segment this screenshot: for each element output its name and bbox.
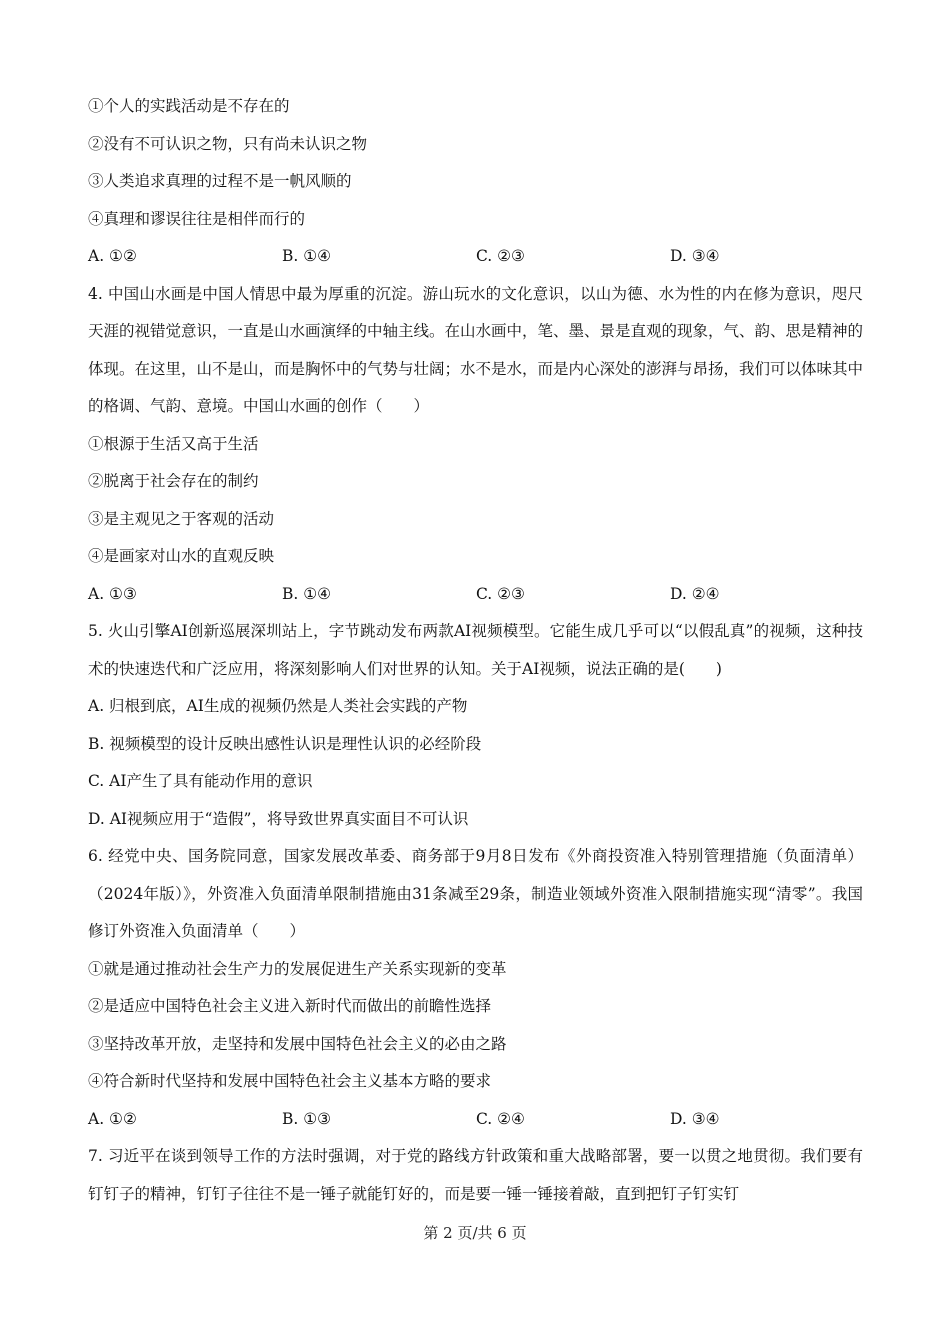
q6-option-b: B. ①③ <box>282 1109 332 1128</box>
q4-item-1: ①根源于生活又高于生活 <box>88 434 259 453</box>
question-4-stem: 4. 中国山水画是中国人情思中最为厚重的沉淀。游山玩水的文化意识，以山为德、水为性的内在修为意识，咫尺天涯的视错觉意识，一直是山水画演绎的中轴主线。在山水画中，笔、墨、景是直观的现象，气、韵、思是精神的体现。在这里，山不是山，而是胸怀中的气势与壮阔；水不是水，而是内心深处的澎湃与昂扬，我们可以体味其中的格调、气韵、意境。中国山水画的创作（ ） <box>88 284 864 415</box>
q4-option-c: C. ②③ <box>476 584 525 603</box>
q3-options <box>88 238 863 276</box>
q4-option-b: B. ①④ <box>282 584 332 603</box>
question-3-items <box>88 88 863 238</box>
question-7-stem: 7. 习近平在谈到领导工作的方法时强调，对于党的路线方针政策和重大战略部署，要一以贯之地贯彻。我们要有钉钉子的精神，钉钉子往往不是一锤子就能钉好的，而是要一锤一锤接着敲，直到把钉子钉实钉 <box>88 1147 863 1203</box>
page-footer: 第 2 页/共 6 页 <box>423 1224 527 1242</box>
q6-item-1: ①就是通过推动社会生产力的发展促进生产关系实现新的变革 <box>88 959 507 978</box>
q6-option-d: D. ③④ <box>670 1109 720 1128</box>
q3-option-d: D. ③④ <box>670 247 720 265</box>
q3-item-1: ①个人的实践活动是不存在的 <box>88 97 290 115</box>
q6-option-c: C. ②④ <box>476 1109 525 1128</box>
q3-item-2: ②没有不可认识之物，只有尚未认识之物 <box>88 134 368 153</box>
q5-choice-d: D. AI视频应用于“造假”，将导致世界真实面目不可认识 <box>88 809 469 828</box>
q4-option-d: D. ②④ <box>670 584 720 603</box>
q3-option-c: C. ②③ <box>476 247 525 265</box>
question-5-choices <box>88 688 863 838</box>
q6-option-a: A. ①② <box>88 1109 137 1128</box>
q3-option-b: B. ①④ <box>282 247 332 265</box>
q3-option-a: A. ①② <box>88 247 137 265</box>
q4-item-4: ④是画家对山水的直观反映 <box>88 547 275 565</box>
q5-choice-a: A. 归根到底，AI生成的视频仍然是人类社会实践的产物 <box>88 697 468 715</box>
q5-choice-c: C. AI产生了具有能动作用的意识 <box>88 772 313 790</box>
q4-option-a: A. ①③ <box>88 584 137 603</box>
q3-item-4: ④真理和谬误往往是相伴而行的 <box>88 209 306 228</box>
q6-item-2: ②是适应中国特色社会主义进入新时代而做出的前瞻性选择 <box>88 997 492 1015</box>
q6-options <box>88 1101 863 1139</box>
q4-item-3: ③是主观见之于客观的活动 <box>88 509 275 528</box>
q4-options <box>88 576 863 614</box>
q4-item-2: ②脱离于社会存在的制约 <box>88 472 259 490</box>
q6-item-4: ④符合新时代坚持和发展中国特色社会主义基本方略的要求 <box>88 1072 492 1090</box>
question-5-stem: 5. 火山引擎AI创新巡展深圳站上，字节跳动发布两款AI视频模型。它能生成几乎可以“以假乱真”的视频，这种技术的快速迭代和广泛应用，将深刻影响人们对世界的认知。关于AI视频，说法正确的是( ) <box>88 622 863 678</box>
question-4-items <box>88 426 863 576</box>
q6-item-3: ③坚持改革开放，走坚持和发展中国特色社会主义的必由之路 <box>88 1034 507 1053</box>
exam-page <box>88 88 863 1213</box>
question-6-stem: 6. 经党中央、国务院同意，国家发展改革委、商务部于9月8日发布《外商投资准入特别管理措施（负面清单）（2024年版）》，外资准入负面清单限制措施由31条减至29条，制造业领域外资准入限制措施实现“清零”。我国修订外资准入负面清单（ ） <box>88 847 863 940</box>
question-6-items <box>88 951 863 1101</box>
q3-item-3: ③人类追求真理的过程不是一帆风顺的 <box>88 172 352 190</box>
q5-choice-b: B. 视频模型的设计反映出感性认识是理性认识的必经阶段 <box>88 734 482 753</box>
